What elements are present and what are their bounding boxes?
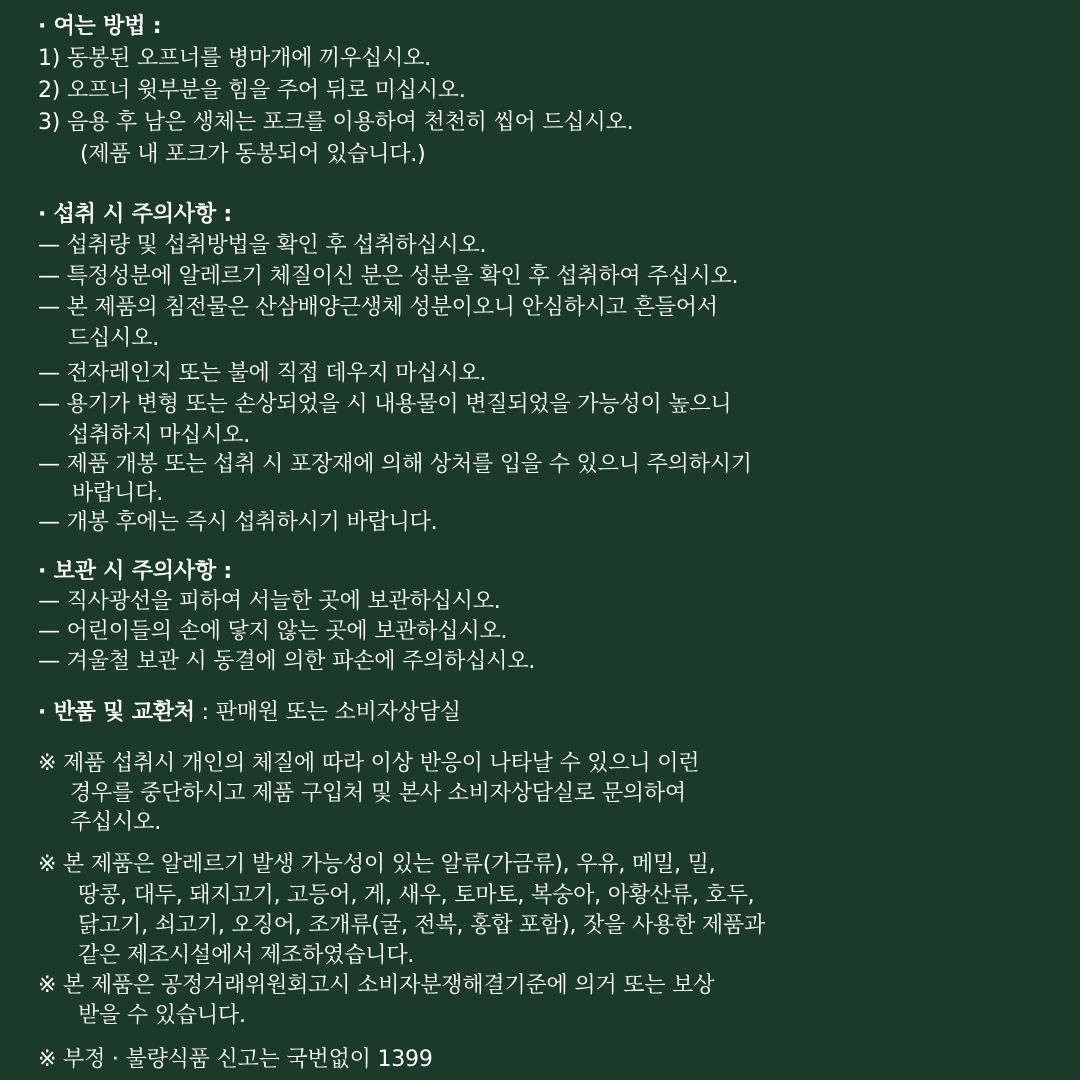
note-line-cont: 주십시오. bbox=[70, 810, 162, 835]
open-step-3: 3) 음용 후 남은 생체는 포크를 이용하여 천천히 씹어 드십시오. bbox=[38, 110, 634, 135]
intake-cautions-heading: · 섭취 시 주의사항 : bbox=[38, 202, 232, 227]
how-to-open-heading: · 여는 방법 : bbox=[38, 14, 162, 39]
returns-heading: · 반품 및 교환처 bbox=[38, 700, 195, 725]
intake-caution-line-cont: 드십시오. bbox=[68, 326, 160, 351]
intake-caution-line: — 용기가 변형 또는 손상되었을 시 내용물이 변질되었을 가능성이 높으니 bbox=[38, 392, 732, 417]
returns-line bbox=[38, 698, 461, 728]
note-line: ※ 본 제품은 공정거래위원회고시 소비자분쟁해결기준에 의거 또는 보상 bbox=[38, 973, 715, 998]
intake-caution-line: — 섭취량 및 섭취방법을 확인 후 섭취하십시오. bbox=[38, 233, 487, 258]
intake-caution-line: — 개봉 후에는 즉시 섭취하시기 바랍니다. bbox=[38, 510, 438, 535]
open-step-1: 1) 동봉된 오프너를 병마개에 끼우십시오. bbox=[38, 46, 431, 71]
note-line-cont: 땅콩, 대두, 돼지고기, 고등어, 게, 새우, 토마토, 복숭아, 아황산류, 호두, bbox=[78, 883, 755, 908]
intake-caution-line: — 특정성분에 알레르기 체질이신 분은 성분을 확인 후 섭취하여 주십시오. bbox=[38, 264, 739, 289]
storage-caution-line: — 어린이들의 손에 닿지 않는 곳에 보관하십시오. bbox=[38, 619, 508, 644]
note-line-cont: 경우를 중단하시고 제품 구입처 및 본사 소비자상담실로 문의하여 bbox=[70, 781, 686, 806]
storage-cautions-heading: · 보관 시 주의사항 : bbox=[38, 559, 232, 584]
intake-caution-line-cont: 바랍니다. bbox=[72, 481, 164, 506]
note-line-cont: 닭고기, 쇠고기, 오징어, 조개류(굴, 전복, 홍합 포함), 잣을 사용한 제품과 bbox=[78, 913, 766, 938]
storage-caution-line: — 겨울철 보관 시 동결에 의한 파손에 주의하십시오. bbox=[38, 649, 536, 674]
note-line: ※ 본 제품은 알레르기 발생 가능성이 있는 알류(가금류), 우유, 메밀, 밀, bbox=[38, 852, 716, 877]
report-hotline-note: ※ 부정 · 불량식품 신고는 국번없이 1399 bbox=[38, 1047, 433, 1072]
note-line: ※ 제품 섭취시 개인의 체질에 따라 이상 반응이 나타날 수 있으니 이런 bbox=[38, 751, 700, 776]
note-line-cont: 같은 제조시설에서 제조하였습니다. bbox=[78, 943, 415, 968]
open-step-2: 2) 오프너 윗부분을 힘을 주어 뒤로 미십시오. bbox=[38, 78, 466, 103]
returns-value: : 판매원 또는 소비자상담실 bbox=[201, 700, 461, 725]
open-note: (제품 내 포크가 동봉되어 있습니다.) bbox=[80, 142, 426, 167]
storage-caution-line: — 직사광선을 피하여 서늘한 곳에 보관하십시오. bbox=[38, 589, 501, 614]
intake-caution-line: — 전자레인지 또는 불에 직접 데우지 마십시오. bbox=[38, 361, 487, 386]
intake-caution-line-cont: 섭취하지 마십시오. bbox=[68, 423, 251, 448]
intake-caution-line: — 본 제품의 침전물은 산삼배양근생체 성분이오니 안심하시고 흔들어서 bbox=[38, 295, 718, 320]
note-line-cont: 받을 수 있습니다. bbox=[78, 1003, 246, 1028]
intake-caution-line: — 제품 개봉 또는 섭취 시 포장재에 의해 상처를 입을 수 있으니 주의하시기 bbox=[38, 452, 752, 477]
